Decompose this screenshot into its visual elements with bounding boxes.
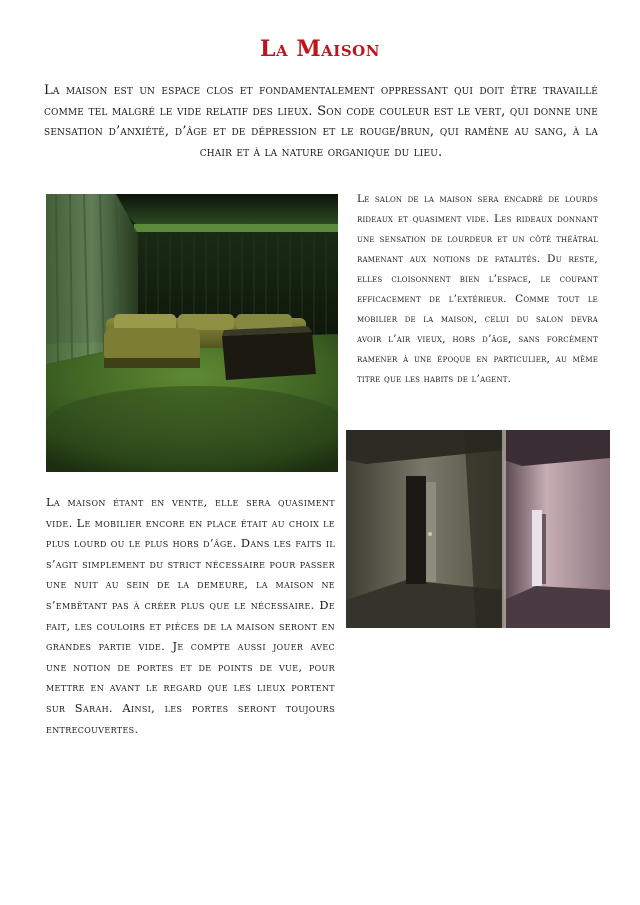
page-title: La Maison	[260, 36, 380, 62]
salon-paragraph: Le salon de la maison sera encadré de lourds rideaux et quasiment vide. Les rideaux donnant une sensation de lourdeur et un côté théâtral ramenant aux notions de fatalités. Du reste, elles cloisonnent bien l’espace, le coupant efficacement de l’extérieur. Comme tout le mobilier de la maison, celui du salon devra avoir l’air vieux, hors d’âge, sans forcément ramener à une époque en particulier, au même titre que les habits de l’agent.	[357, 193, 598, 385]
vente-paragraph: La maison étant en vente, elle sera quasiment vide. Le mobilier encore en place était au choix le plus lourd ou le plus hors d’âge. Dans les faits il s’agit simplement du strict nécessaire pour passer une nuit au sein de la demeure, la maison ne s’embêtant pas à créer plus que le nécessaire. De fait, les couloirs et pièces de la maison seront en grandes partie vide. Je compte aussi jouer avec une notion de portes et de points de vue, pour mettre en avant le regard que les lieux portent sur Sarah. Ainsi, les portes seront toujours entrecouvertes.	[46, 495, 335, 736]
intro-paragraph: La maison est un espace clos et fondamentalement oppressant qui doit être travaillé comme tel malgré le vide relatif des lieux. Son code couleur est le vert, qui donne une sensation d’anxiété, d’âge et de dépression et le rouge/brun, qui ramène au sang, à la chair et à la nature organique du lieu.	[44, 83, 598, 160]
salon-photo	[46, 194, 338, 472]
corridor-photo	[346, 430, 610, 628]
